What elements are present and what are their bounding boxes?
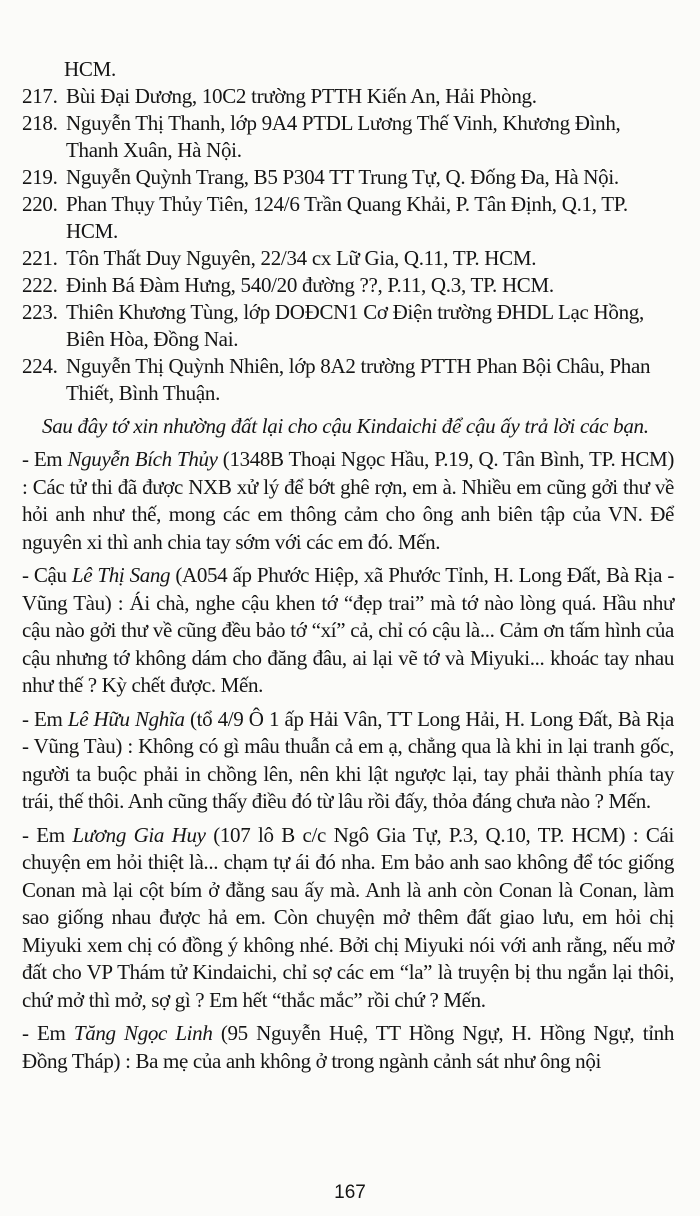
page-number: 167 (334, 1182, 366, 1203)
reply-paragraph (22, 562, 674, 700)
reply-prefix: - Em (22, 706, 68, 731)
reply-text: (A054 ấp Phước Hiệp, xã Phước Tỉnh, H. Long Đất, Bà Rịa - Vũng Tàu) : Ái chà, nghe cậu khen tớ “đẹp trai” mà tớ nào lòng quá. Hầu như cậu nào gởi thư về cũng đều bảo tớ “xí” cả, chỉ có cậu là... Cảm ơn tấm hình của cậu nhưng tớ không dám cho đăng đâu, ai lại vẽ tớ và Miyuki... khoác tay nhau như thế ? Kỳ chết được. Mến. (22, 563, 674, 697)
item-number: 219. (22, 165, 58, 189)
reader-name: Lê Thị Sang (71, 563, 171, 587)
list-item (22, 110, 674, 164)
reply-paragraph (22, 446, 674, 556)
reply-prefix: - Em (22, 1021, 74, 1045)
list-item (22, 191, 674, 245)
reply-text: (tổ 4/9 Ô 1 ấp Hải Vân, TT Long Hải, H. Long Đất, Bà Rịa - Vũng Tàu) : Không có gì mâu thuẫn cả em ạ, chẳng qua là khi in lại tranh gốc, người ta buộc phải in chồng lên, nên khi lật ngược lại, tay phải thành phía tay trái, thế thôi. Anh cũng thấy điều đó từ lâu rồi đấy, thỏa đáng chưa nào ? Mến. (22, 706, 674, 813)
reply-text: (1348B Thoại Ngọc Hầu, P.19, Q. Tân Bình, TP. HCM) : Các tử thi đã được NXB xử lý để bớt ghê rợn, em à. Nhiều em cũng gởi thư về hỏi anh như thế, mong các em thông cảm cho ông anh biên tập của VN. Để nguyên xi thì anh chia tay sớm với các em đó. Mến. (22, 447, 674, 554)
reply-paragraph (22, 822, 674, 1015)
reply-prefix: - Em (22, 822, 73, 847)
list-item (22, 299, 674, 353)
reply-paragraph (22, 1020, 674, 1075)
reply-text: (95 Nguyễn Huệ, TT Hồng Ngự, H. Hồng Ngự, tỉnh Đồng Tháp) : Ba mẹ của anh không ở trong ngành cảnh sát như ông nội (22, 1021, 674, 1073)
item-text: Nguyễn Quỳnh Trang, B5 P304 TT Trung Tự, Q. Đống Đa, Hà Nội. (66, 165, 619, 189)
item-number: 217. (22, 84, 58, 108)
list-item (22, 272, 674, 299)
list-item (22, 83, 674, 110)
item-number: 218. (22, 111, 58, 135)
item-text: Nguyễn Thị Thanh, lớp 9A4 PTDL Lương Thế Vinh, Khương Đình, Thanh Xuân, Hà Nội. (66, 111, 621, 162)
intro-paragraph: Sau đây tớ xin nhường đất lại cho cậu Kindaichi để cậu ấy trả lời các bạn. (42, 414, 649, 438)
reader-name: Lương Gia Huy (72, 822, 206, 847)
list-continuation (22, 56, 674, 83)
item-text: Thiên Khương Tùng, lớp DOĐCN1 Cơ Điện trường ĐHDL Lạc Hồng, Biên Hòa, Đồng Nai. (66, 300, 644, 351)
item-text: Đinh Bá Đàm Hưng, 540/20 đường ??, P.11, Q.3, TP. HCM. (66, 273, 554, 297)
reader-name: Lê Hữu Nghĩa (67, 706, 185, 731)
list-item (22, 164, 674, 191)
item-number: 223. (22, 300, 58, 324)
reader-name: Nguyễn Bích Thủy (67, 447, 218, 471)
item-text: Phan Thụy Thủy Tiên, 124/6 Trần Quang Khải, P. Tân Định, Q.1, TP. HCM. (66, 192, 628, 243)
reply-prefix: - Cậu (22, 563, 72, 587)
reply-text: (107 lô B c/c Ngô Gia Tự, P.3, Q.10, TP. HCM) : Cái chuyện em hỏi thiệt là... chạm tự ái đó nha. Em bảo anh sao không để tóc giống Conan mà lại cột bím ở đằng sau ấy mà. Anh là anh còn Conan là Conan, làm sao giống nhau được hả em. Còn chuyện mở thêm đất giao lưu, em hỏi chị Miyuki xem chị có đồng ý không nhé. Bởi chị Miyuki nói với anh rằng, nếu mở đất cho VP Thám tử Kindaichi, chỉ sợ các em “la” là truyện bị thu ngắn lại thôi, chứ mở thì mở, sợ gì ? Em hết “thắc mắc” rồi chứ ? Mến. (22, 822, 674, 1012)
item-number: 221. (22, 246, 58, 270)
reply-paragraph (22, 706, 674, 816)
item-text: Tôn Thất Duy Nguyên, 22/34 cx Lữ Gia, Q.11, TP. HCM. (66, 246, 537, 270)
item-text: Bùi Đại Dương, 10C2 trường PTTH Kiến An, Hải Phòng. (66, 84, 537, 108)
reader-list (22, 56, 674, 407)
item-number: 222. (22, 273, 58, 297)
item-number: 220. (22, 192, 58, 216)
list-item (22, 245, 674, 272)
list-item (22, 353, 674, 407)
item-text: Nguyễn Thị Quỳnh Nhiên, lớp 8A2 trường PTTH Phan Bội Châu, Phan Thiết, Bình Thuận. (66, 354, 651, 405)
item-number: 224. (22, 354, 58, 378)
reply-prefix: - Em (22, 447, 68, 471)
reader-name: Tăng Ngọc Linh (73, 1021, 213, 1045)
continuation-text: HCM. (64, 57, 116, 81)
